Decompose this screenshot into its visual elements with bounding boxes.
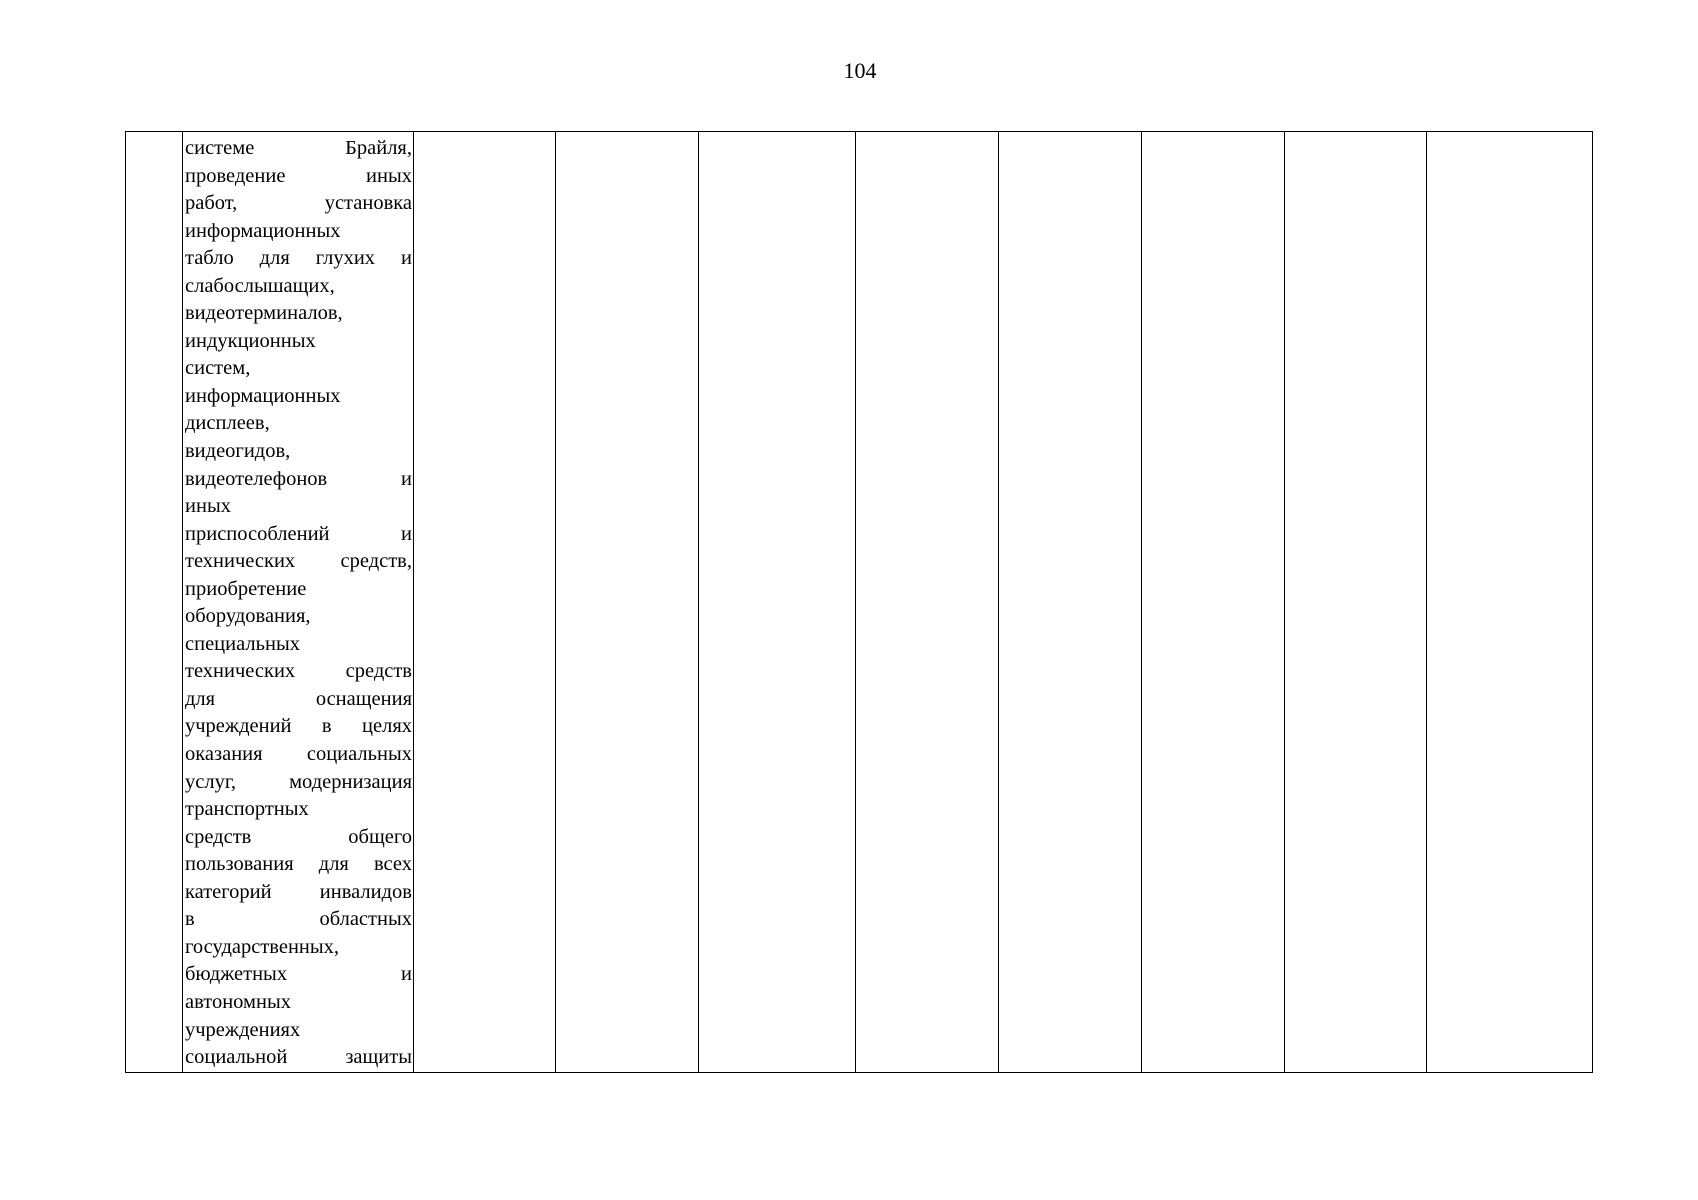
word: средств, — [340, 550, 412, 573]
text-line — [185, 741, 412, 769]
text-line — [185, 521, 412, 549]
word: категорий — [185, 880, 272, 903]
word: и — [401, 247, 412, 270]
word: дисплеев, — [185, 412, 270, 435]
page-number: 104 — [843, 58, 877, 83]
word: информационных — [185, 384, 341, 407]
text-line — [185, 713, 412, 741]
row-number-cell — [126, 132, 183, 1073]
text-line — [185, 906, 412, 934]
empty-cell — [856, 132, 999, 1073]
table-row — [126, 132, 1593, 1073]
word: учреждений — [185, 715, 292, 738]
word: приобретение — [185, 577, 307, 600]
word: иных — [366, 164, 412, 187]
text-line — [185, 769, 412, 797]
text-line — [185, 273, 412, 301]
text-line — [185, 879, 412, 907]
word: услуг, — [185, 770, 237, 793]
word: для — [259, 247, 290, 270]
text-line — [185, 1044, 412, 1072]
word: автономных — [185, 990, 292, 1013]
word: видеотерминалов, — [185, 302, 343, 325]
text-line — [185, 163, 412, 191]
description-cell — [183, 132, 414, 1073]
empty-cell — [999, 132, 1142, 1073]
text-line — [185, 328, 412, 356]
word: средств — [345, 660, 412, 683]
empty-cell — [1142, 132, 1285, 1073]
word: бюджетных — [185, 963, 288, 986]
text-line — [185, 851, 412, 879]
word: целях — [362, 715, 412, 738]
word: транспортных — [185, 798, 309, 821]
word: и — [401, 963, 412, 986]
text-line — [185, 438, 412, 466]
word: оборудования, — [185, 605, 311, 628]
text-line — [185, 355, 412, 383]
text-line — [185, 135, 412, 163]
word: социальных — [306, 743, 412, 766]
word: в — [321, 715, 332, 738]
word: индукционных — [185, 329, 316, 352]
text-line — [185, 934, 412, 962]
text-line — [185, 245, 412, 273]
word: общего — [348, 825, 412, 848]
word: информационных — [185, 219, 341, 242]
text-line — [185, 218, 412, 246]
text-line — [185, 989, 412, 1017]
text-line — [185, 493, 412, 521]
word: специальных — [185, 632, 300, 655]
text-line — [185, 961, 412, 989]
word: технических — [185, 660, 296, 683]
word: и — [401, 522, 412, 545]
text-line — [185, 796, 412, 824]
word: пользования — [185, 853, 294, 876]
text-line — [185, 1017, 412, 1045]
text-line — [185, 631, 412, 659]
empty-cell — [1285, 132, 1427, 1073]
word: технических — [185, 550, 296, 573]
word: иных — [185, 495, 231, 518]
empty-cell — [414, 132, 556, 1073]
text-line — [185, 410, 412, 438]
word: и — [401, 467, 412, 490]
word: всех — [373, 853, 412, 876]
word: защиты — [345, 1046, 412, 1069]
word: работ, — [185, 192, 238, 215]
text-line — [185, 383, 412, 411]
word: систем, — [185, 357, 251, 380]
text-line — [185, 824, 412, 852]
empty-cell — [699, 132, 856, 1073]
text-line — [185, 686, 412, 714]
word: социальной — [185, 1046, 288, 1069]
text-line — [185, 658, 412, 686]
word: государственных, — [185, 935, 340, 958]
word: учреждениях — [185, 1018, 301, 1041]
description-text — [185, 135, 412, 1072]
word: Брайля, — [345, 137, 412, 159]
word: оснащения — [315, 687, 412, 710]
text-line — [185, 576, 412, 604]
text-line — [185, 300, 412, 328]
word: системе — [185, 137, 255, 159]
word: средств — [185, 825, 252, 848]
word: для — [318, 853, 349, 876]
text-line — [185, 190, 412, 218]
word: видеогидов, — [185, 440, 291, 463]
word: для — [185, 687, 216, 710]
word: модернизация — [289, 770, 412, 793]
empty-cell — [1427, 132, 1593, 1073]
word: в — [185, 908, 195, 931]
text-line — [185, 603, 412, 631]
word: слабослышащих, — [185, 274, 335, 297]
text-line — [185, 466, 412, 494]
word: глухих — [315, 247, 376, 270]
word: оказания — [185, 743, 263, 766]
word: установка — [324, 192, 412, 215]
word: проведение — [185, 164, 286, 187]
empty-cell — [556, 132, 699, 1073]
word: видеотелефонов — [185, 467, 328, 490]
word: инвалидов — [319, 880, 412, 903]
text-line — [185, 548, 412, 576]
document-table — [125, 131, 1593, 1073]
word: областных — [319, 908, 412, 931]
word: приспособлений — [185, 522, 330, 545]
word: табло — [185, 247, 234, 270]
